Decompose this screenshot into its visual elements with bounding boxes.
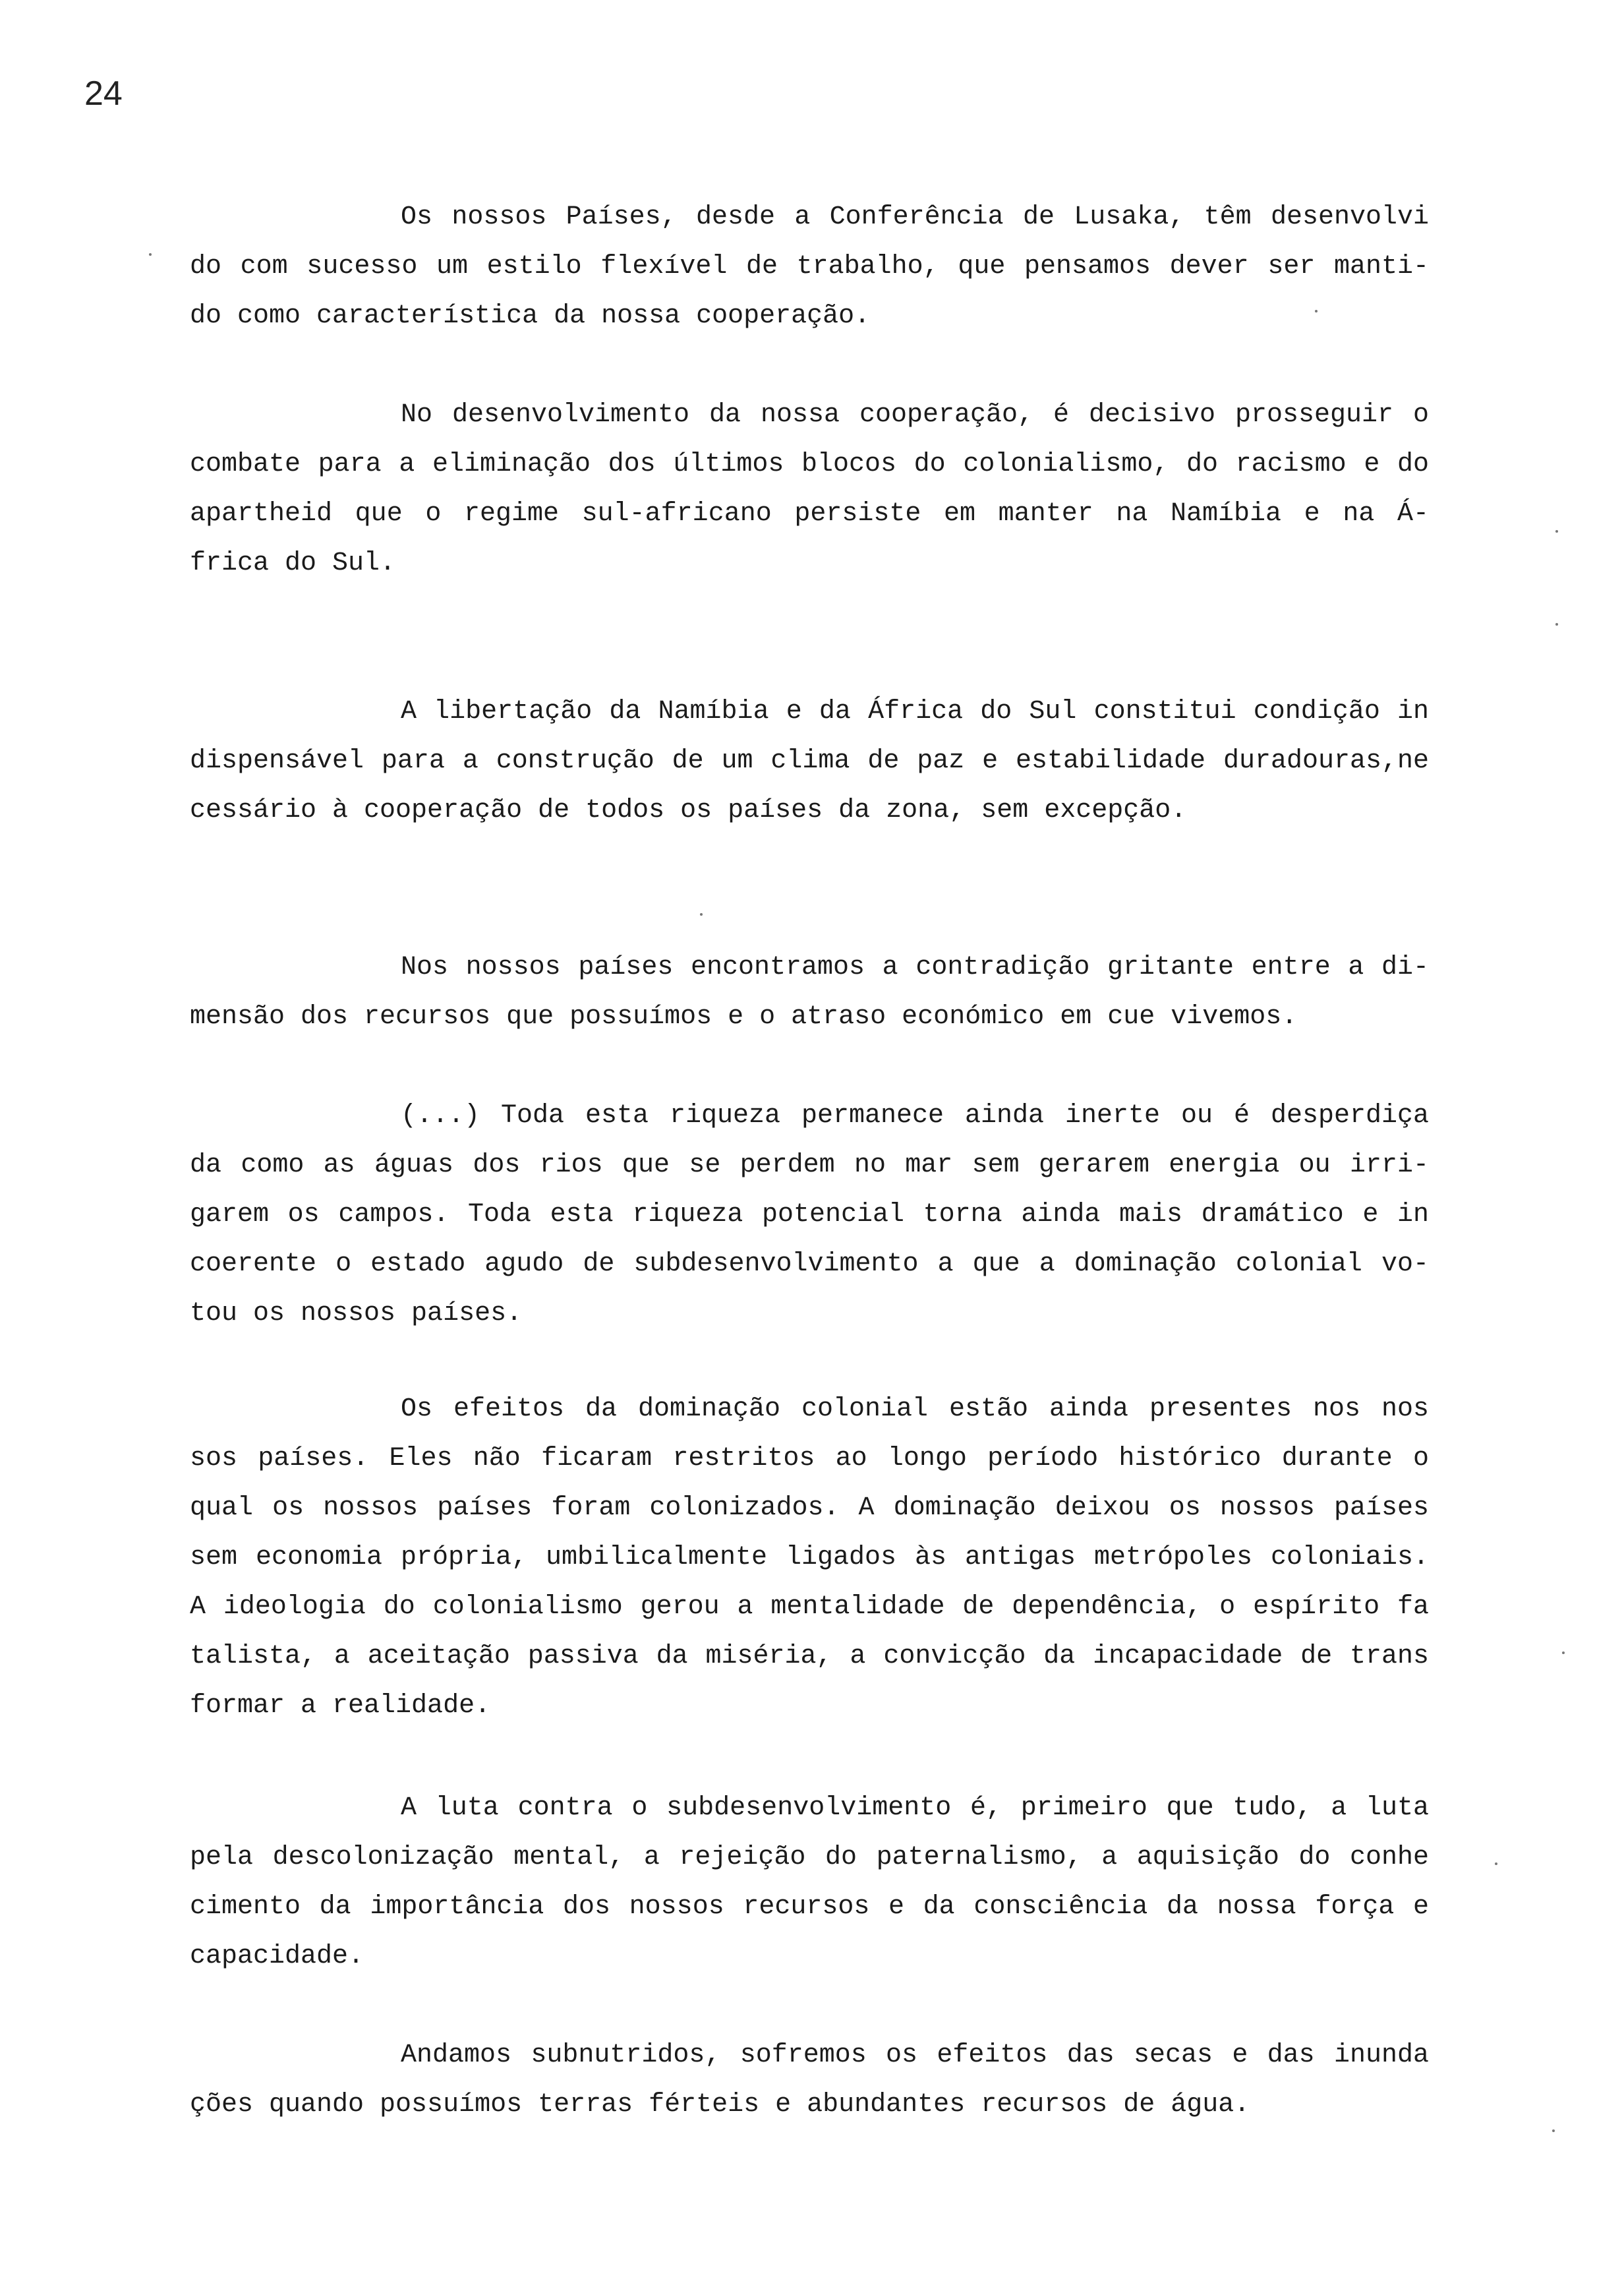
scan-speck [1495, 1862, 1497, 1865]
page-number: 24 [84, 74, 123, 113]
paragraph-7: A luta contra o subdesenvolvimento é, primeiro que tudo, a luta pela descolonização mental, a rejeição do paternalismo, a aquisição do conhe cimento da importância dos nossos recursos e da consciência da nossa força e capacidade. [190, 1793, 1429, 1971]
scan-speck [149, 253, 152, 256]
paragraph-3: A libertação da Namíbia e da África do Sul constitui condição in dispensável para a construção de um clima de paz e estabilidade duradouras,ne cessário à cooperação de todos os países da zona, sem excepção. [190, 697, 1429, 825]
paragraph-6: Os efeitos da dominação colonial estão ainda presentes nos nos sos países. Eles não ficaram restritos ao longo período histórico durante o qual os nossos países foram colonizados. A dominação deixou os nossos países sem economia própria, umbilicalmente ligados às antigas metrópoles coloniais. A ideologia do colonialismo gerou a mentalidade de dependência, o espírito fa talista, a aceitação passiva da miséria, a convicção da incapacidade de trans formar a realidade. [190, 1394, 1429, 1721]
scan-speck [700, 913, 703, 916]
scan-speck [1562, 1651, 1565, 1654]
paragraph-2: No desenvolvimento da nossa cooperação, é decisivo prosseguir o combate para a eliminação dos últimos blocos do colonialismo, do racismo e do apartheid que o regime sul-africano persiste em manter na Namíbia e na Á- frica do Sul. [190, 400, 1429, 578]
scan-speck [1552, 2129, 1555, 2132]
scan-speck [1555, 623, 1558, 626]
scan-speck [1555, 530, 1558, 533]
paragraph-8: Andamos subnutridos, sofremos os efeitos das secas e das inunda ções quando possuímos terras férteis e abundantes recursos de água. [190, 2040, 1429, 2120]
scan-speck [1315, 310, 1318, 312]
paragraph-4: Nos nossos países encontramos a contradição gritante entre a di- mensão dos recursos que possuímos e o atraso económico em cue vivemos. [190, 953, 1429, 1032]
paragraph-5: (...) Toda esta riqueza permanece ainda inerte ou é desperdiça da como as águas dos rios que se perdem no mar sem gerarem energia ou irri- garem os campos. Toda esta riqueza potencial torna ainda mais dramático e in coerente o estado agudo de subdesenvolvimento a que a dominação colonial vo- tou os nossos países. [190, 1101, 1429, 1328]
paragraph-1: Os nossos Países, desde a Conferência de Lusaka, têm desenvolvi do com sucesso um estilo flexível de trabalho, que pensamos dever ser manti- do como característica da nossa cooperação. [190, 202, 1429, 331]
